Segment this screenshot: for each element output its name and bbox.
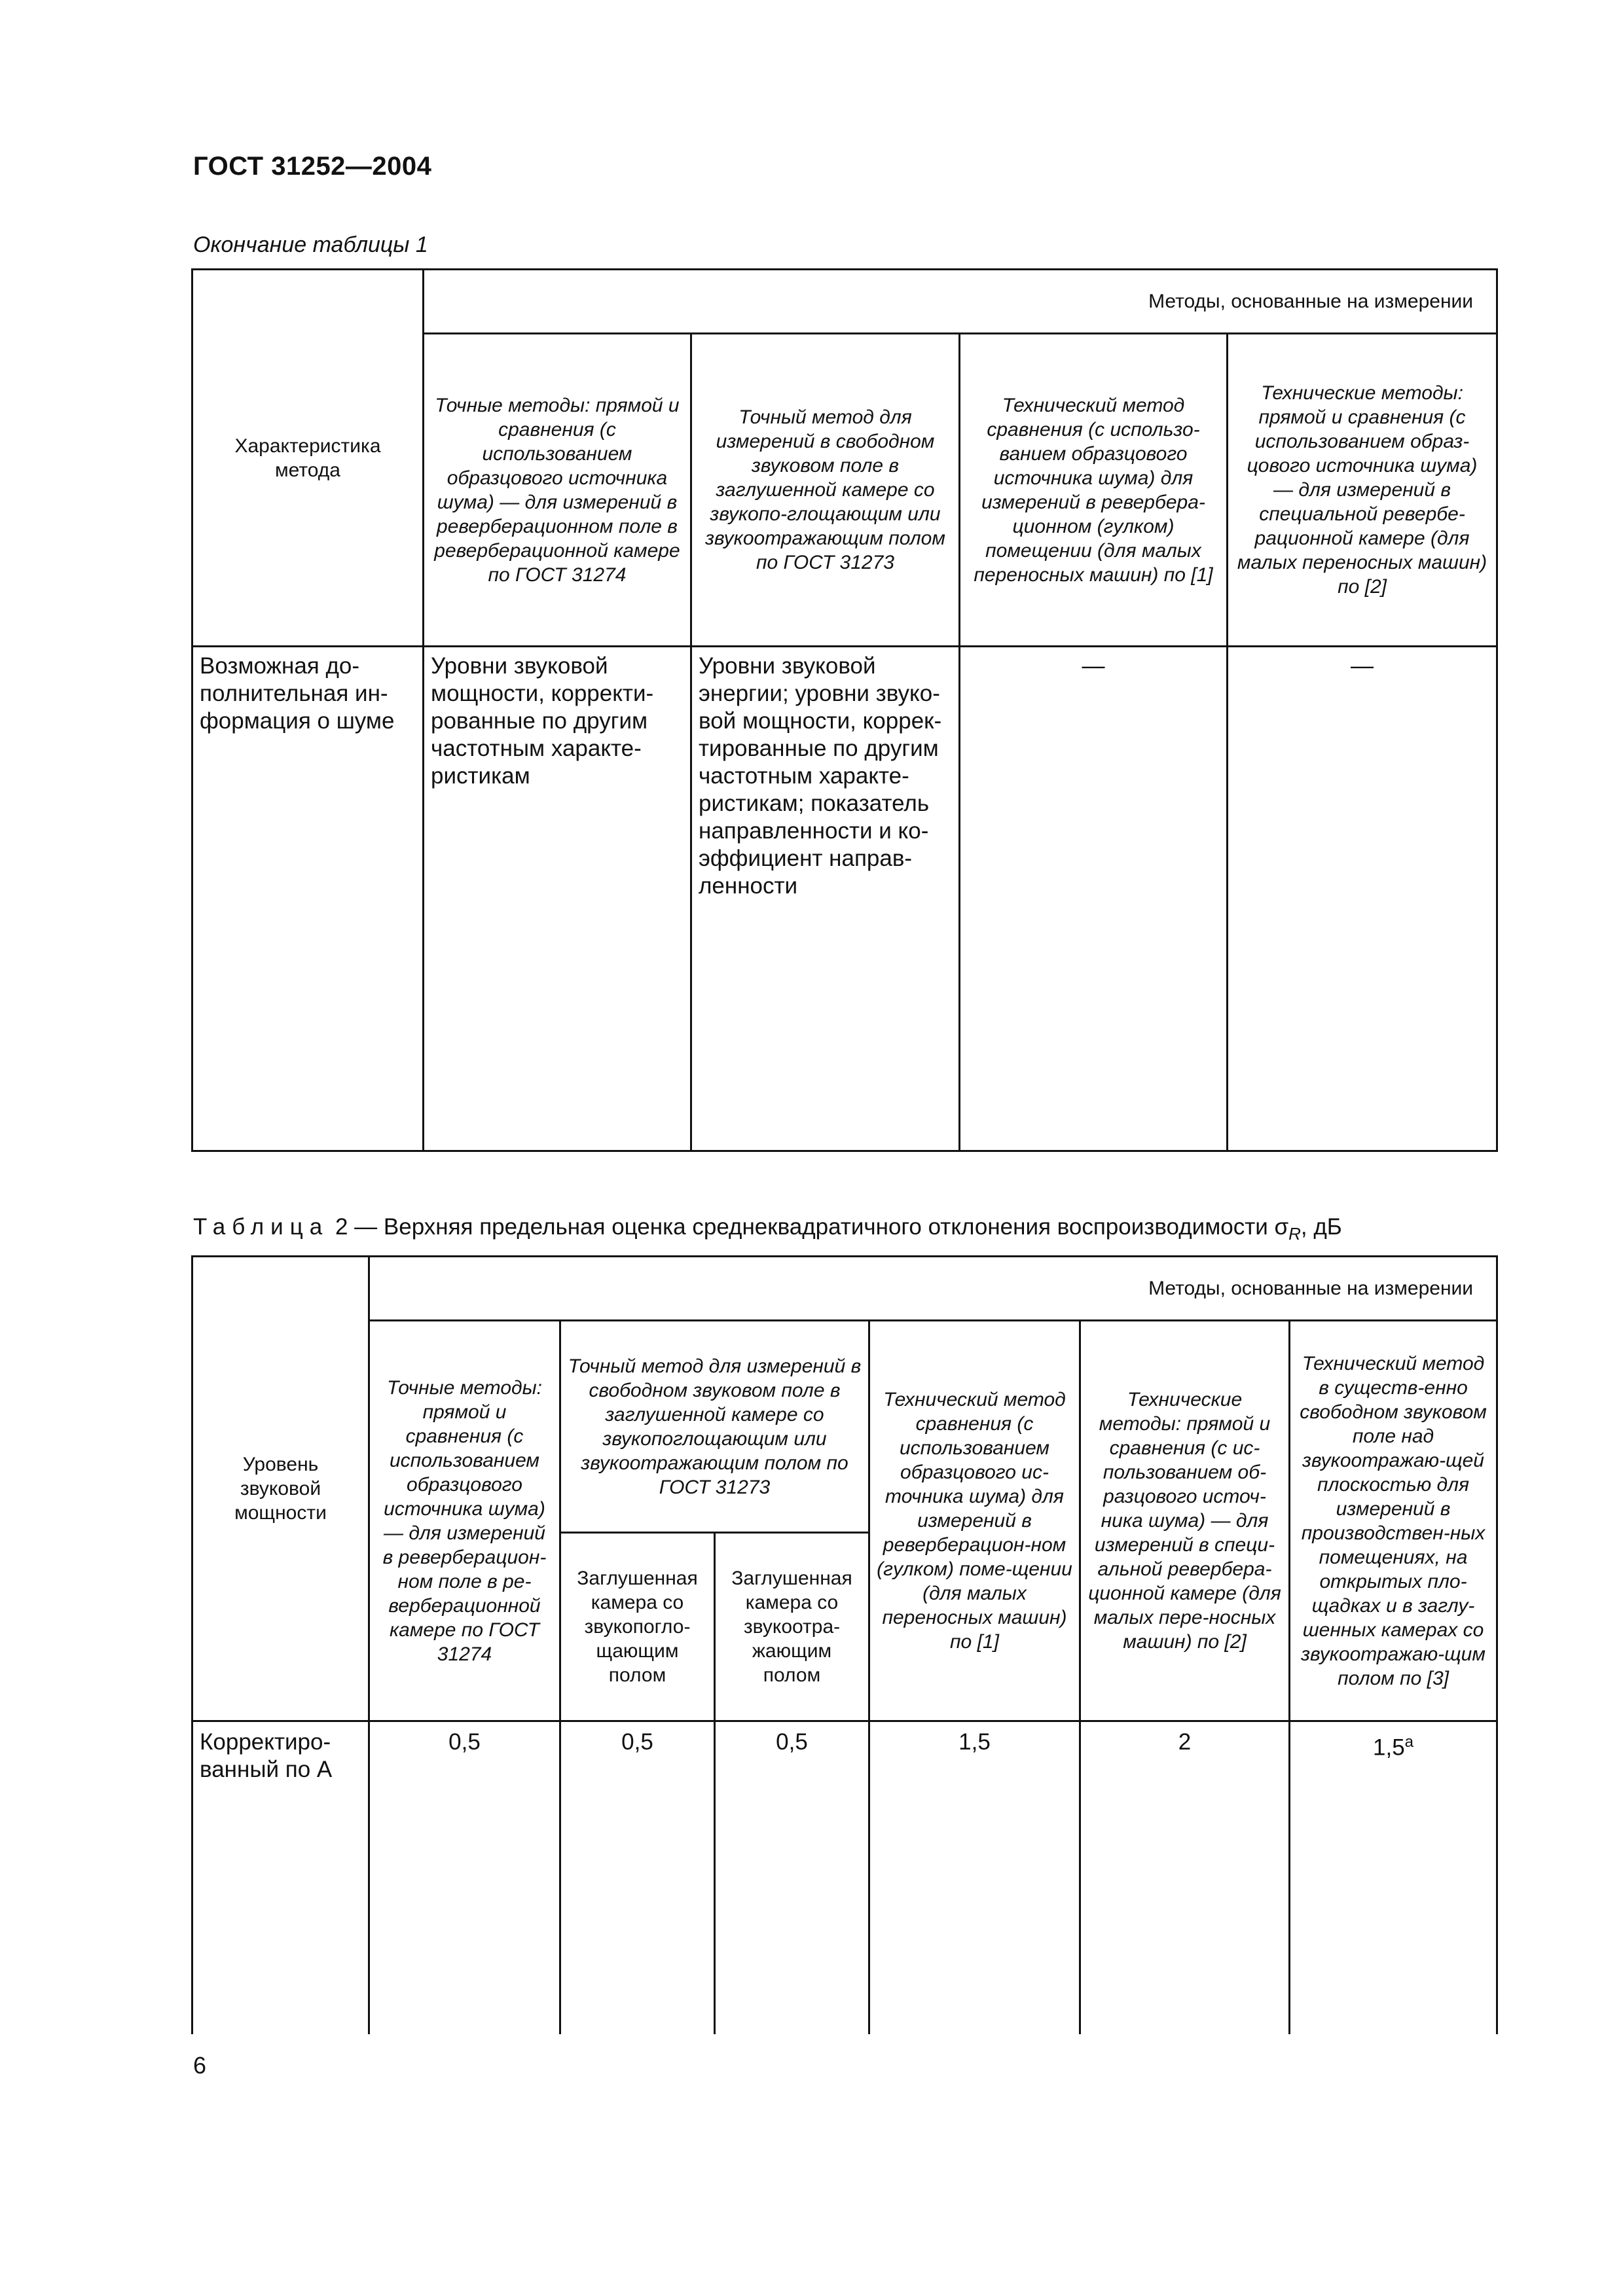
- page-number: 6: [193, 2052, 207, 2079]
- table2-cell: 0,5: [560, 1721, 715, 2034]
- table1-cell: Уровни звуковой энергии; уровни звуко-вой мощности, коррек-тированные по другим частотным характе-ристикам; показатель направленности и ко-эффициент направ-ленности: [691, 647, 960, 1151]
- footnote-mark: a: [1404, 1733, 1414, 1751]
- table1: [191, 268, 1498, 1152]
- table1-col-header: Точные методы: прямой и сравнения (с использованием образцового источника шума) — для измерений в реверберационном поле в реверберационной камере по ГОСТ 31274: [424, 334, 691, 647]
- table2-col-group-header: Точный метод для измерений в свободном звуковом поле в заглушенной камере со звукопоглощающим или звукоотражающим полом по ГОСТ 31273: [560, 1321, 869, 1533]
- table2-cell-value: 1,5: [1373, 1734, 1405, 1761]
- document-header: ГОСТ 31252—2004: [193, 152, 432, 181]
- table1-cell: —: [1228, 647, 1497, 1151]
- table2-cell: 0,5: [369, 1721, 560, 2034]
- table2-cell: 1,5: [869, 1721, 1080, 2034]
- table2-caption-unit: , дБ: [1300, 1214, 1342, 1240]
- table2-row-header: Уровень звуковой мощности: [192, 1257, 369, 1721]
- table1-cell: Уровни звуковой мощности, корректи-рованные по другим частотным характе-ристикам: [424, 647, 691, 1151]
- table2-cell: 0,5: [715, 1721, 869, 2034]
- table2-caption-subscript: R: [1288, 1224, 1301, 1244]
- table2-col-header: Точные методы: прямой и сравнения (с использованием образцового источника шума) — для измерений в реверберацион-ном поле в ре-верберационной камере по ГОСТ 31274: [369, 1321, 560, 1721]
- table2-cell: 2: [1080, 1721, 1290, 2034]
- table2-caption-prefix: Таблица: [193, 1214, 329, 1240]
- table2-row-label: Корректиро-ванный по A: [192, 1721, 369, 2034]
- table1-group-header: Методы, основанные на измерении: [424, 270, 1497, 334]
- table2-caption-text: 2 — Верхняя предельная оценка среднеквадратичного отклонения воспроизводимости σ: [335, 1214, 1289, 1240]
- table1-col-header: Технические методы: прямой и сравнения (с использованием образ-цового источника шума) — для измерений в специальной ревербе-рационной камере (для малых переносных машин) по [2]: [1228, 334, 1497, 647]
- table1-col-header: Технический метод сравнения (с использо-ванием образцового источника шума) для измерений в ревербера-ционном (гулком) помещении (для малых переносных машин) по [1]: [960, 334, 1228, 647]
- table1-row-label: Возможная до-полнительная ин-формация о шуме: [192, 647, 424, 1151]
- table2-col-header: Технический метод сравнения (с использованием образцового ис-точника шума) для измерений в реверберацион-ном (гулком) поме-щении (для малых переносных машин) по [1]: [869, 1321, 1080, 1721]
- table1-cell: —: [960, 647, 1228, 1151]
- table2-cell-with-footnote: [1290, 1721, 1497, 2034]
- table2-subcol-header: Заглушенная камера со звукоотра-жающим полом: [715, 1533, 869, 1721]
- table1-col-header: Точный метод для измерений в свободном звуковом поле в заглушенной камере со звукопо-глощающим или звукоотражающим полом по ГОСТ 31273: [691, 334, 960, 647]
- table2-caption: [193, 1214, 1342, 1244]
- table2: [191, 1255, 1498, 2034]
- table2-col-header: Технический метод в существ-енно свободном звуковом поле над звукоотражаю-щей плоскостью для измерений в производствен-ных помещениях, на открытых пло-щадках и в заглу-шенных камерах со звукоотражаю-щим полом по [3]: [1290, 1321, 1497, 1721]
- table1-row-header: Характеристика метода: [192, 270, 424, 647]
- table2-subcol-header: Заглушенная камера со звукопогло-щающим полом: [560, 1533, 715, 1721]
- table1-caption: Окончание таблицы 1: [193, 232, 428, 257]
- table2-group-header: Методы, основанные на измерении: [369, 1257, 1497, 1321]
- table2-col-header: Технические методы: прямой и сравнения (с ис-пользованием об-разцового источ-ника шума) — для измерений в специ-альной ревербера-ционной камере (для малых пере-носных машин) по [2]: [1080, 1321, 1290, 1721]
